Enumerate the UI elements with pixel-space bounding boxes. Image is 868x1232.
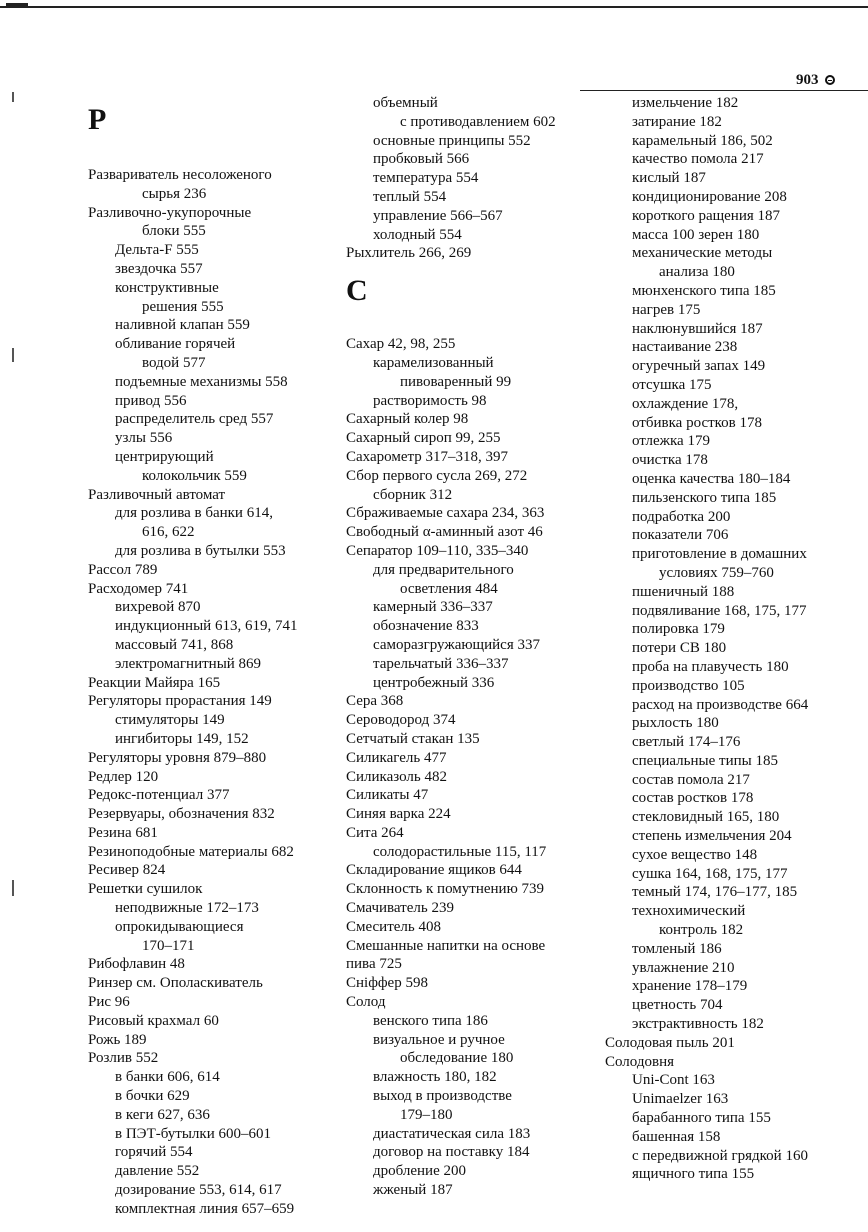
page-ornament-icon xyxy=(825,75,835,85)
index-entry: Сероводород 374 xyxy=(346,712,456,729)
index-subentry: приготовление в домашних xyxy=(632,546,807,563)
index-entry: Силикагель 477 xyxy=(346,749,447,766)
index-subentry: темный 174, 176–177, 185 xyxy=(632,884,798,901)
index-subentry: Unimaelzer 163 xyxy=(632,1091,729,1108)
index-subentry: отлежка 179 xyxy=(632,433,710,450)
index-subentry: сухое вещество 148 xyxy=(632,846,758,863)
index-subentry: центробежный 336 xyxy=(373,674,495,691)
index-subentry: визуальное и ручное xyxy=(373,1031,505,1048)
margin-mark xyxy=(12,880,14,896)
section-letter: Р xyxy=(88,103,107,136)
index-entry: Ринзер см. Ополаскиватель xyxy=(88,975,263,992)
index-subentry: потери СВ 180 xyxy=(632,640,727,657)
index-subentry: состав ростков 178 xyxy=(632,790,754,807)
index-entry: Развариватель несоложеного xyxy=(88,167,272,183)
index-entry: Разливочный автомат xyxy=(88,486,226,503)
index-subentry: стекловидный 165, 180 xyxy=(632,809,780,826)
index-subentry: состав помола 217 xyxy=(632,771,750,788)
index-continuation: 170–171 xyxy=(142,937,195,954)
page-number-text: 903 xyxy=(796,72,819,88)
index-subentry: показатели 706 xyxy=(632,527,729,544)
index-subentry: пильзенского типа 185 xyxy=(632,489,777,506)
index-subentry: узлы 556 xyxy=(115,430,173,447)
index-entry: Синяя варка 224 xyxy=(346,806,451,823)
index-subentry: в ПЭТ-бутылки 600–601 xyxy=(115,1125,271,1142)
index-subentry: привод 556 xyxy=(115,392,187,409)
index-entry: Рассол 789 xyxy=(88,561,158,578)
index-subentry: мюнхенского типа 185 xyxy=(632,282,776,299)
index-entry: Редлер 120 xyxy=(88,768,159,785)
index-subentry: венского типа 186 xyxy=(373,1012,488,1029)
index-continuation: осветления 484 xyxy=(400,580,498,597)
index-subentry: индукционный 613, 619, 741 xyxy=(115,618,298,635)
index-subentry: расход на производстве 664 xyxy=(632,696,809,713)
index-subentry: кондиционирование 208 xyxy=(632,188,787,205)
index-subentry: ящичного типа 155 xyxy=(632,1166,755,1183)
index-entry: Силиказоль 482 xyxy=(346,768,447,785)
index-entry: Резервуары, обозначения 832 xyxy=(88,806,275,823)
index-subentry: отбивка ростков 178 xyxy=(632,414,763,431)
index-entry: Рисовый крахмал 60 xyxy=(88,1012,219,1029)
index-subentry: горячий 554 xyxy=(115,1144,193,1161)
index-subentry: светлый 174–176 xyxy=(632,734,741,751)
index-entry: Солодовая пыль 201 xyxy=(605,1034,735,1051)
index-subentry: управление 566–567 xyxy=(373,207,503,224)
index-subentry: температура 554 xyxy=(373,170,479,187)
index-subentry: растворимость 98 xyxy=(373,392,487,409)
index-entry: Смачиватель 239 xyxy=(346,900,454,917)
index-subentry: оценка качества 180–184 xyxy=(632,470,791,487)
index-entry: Расходомер 741 xyxy=(88,580,189,597)
index-subentry: дробление 200 xyxy=(373,1163,466,1180)
index-subentry: выход в производстве xyxy=(373,1088,512,1105)
index-entry: Сбор первого сусла 269, 272 xyxy=(346,467,528,484)
index-continuation: с противодавлением 602 xyxy=(400,113,556,130)
index-entry: Розлив 552 xyxy=(88,1050,159,1067)
index-entry: Солод xyxy=(346,994,386,1011)
index-subentry: пробковый 566 xyxy=(373,151,470,168)
index-subentry: звездочка 557 xyxy=(115,260,203,277)
index-subentry: башенная 158 xyxy=(632,1128,721,1145)
index-subentry: подработка 200 xyxy=(632,508,731,525)
index-subentry: влажность 180, 182 xyxy=(373,1069,497,1086)
index-entry: Снiффер 598 xyxy=(346,975,428,992)
index-subentry: в кеги 627, 636 xyxy=(115,1106,210,1123)
index-subentry: кислый 187 xyxy=(632,170,706,187)
index-subentry: тарельчатый 336–337 xyxy=(373,655,509,672)
index-continuation: контроль 182 xyxy=(659,922,744,939)
index-entry: Регуляторы прорастания 149 xyxy=(88,693,272,710)
index-subentry: хранение 178–179 xyxy=(632,978,748,995)
index-entry: Резиноподобные материалы 682 xyxy=(88,843,294,860)
index-subentry: опрокидывающиеся xyxy=(115,918,244,935)
index-continuation: сырья 236 xyxy=(142,185,207,202)
index-subentry: наклюнувшийся 187 xyxy=(632,320,763,337)
index-subentry: саморазгружающийся 337 xyxy=(373,636,540,653)
index-entry: Редокс-потенциал 377 xyxy=(88,787,230,804)
index-subentry: неподвижные 172–173 xyxy=(115,900,259,917)
index-entry: Сахарный колер 98 xyxy=(346,411,469,428)
index-entry: Складирование ящиков 644 xyxy=(346,862,522,879)
header-rule xyxy=(580,90,868,91)
index-subentry: для розлива в бутылки 553 xyxy=(115,542,286,559)
index-subentry: солодорастильные 115, 117 xyxy=(373,843,547,860)
index-subentry: короткого ращения 187 xyxy=(632,207,781,224)
index-entry: Силикаты 47 xyxy=(346,787,429,804)
index-continuation: 179–180 xyxy=(400,1106,453,1123)
page-number xyxy=(796,72,835,89)
index-entry: Смешанные напитки на основе xyxy=(346,937,546,954)
index-column-2 xyxy=(346,94,598,1200)
index-entry: пива 725 xyxy=(346,956,402,973)
index-subentry: давление 552 xyxy=(115,1163,200,1180)
index-subentry: договор на поставку 184 xyxy=(373,1144,530,1161)
section-spacer xyxy=(88,148,338,166)
index-subentry: пшеничный 188 xyxy=(632,583,735,600)
index-continuation: колокольчик 559 xyxy=(142,467,247,484)
index-subentry: распределитель сред 557 xyxy=(115,411,274,428)
index-subentry: масса 100 зерен 180 xyxy=(632,226,760,243)
index-entry: Резина 681 xyxy=(88,824,158,841)
index-subentry: карамельный 186, 502 xyxy=(632,132,773,149)
index-subentry: механические методы xyxy=(632,245,773,262)
index-subentry: томленый 186 xyxy=(632,940,722,957)
index-subentry: специальные типы 185 xyxy=(632,752,778,769)
index-continuation: анализа 180 xyxy=(659,264,735,281)
index-entry: Регуляторы уровня 879–880 xyxy=(88,749,267,766)
index-subentry: жженый 187 xyxy=(373,1182,453,1199)
index-entry: Сита 264 xyxy=(346,824,404,841)
index-column-3 xyxy=(605,94,865,1184)
index-subentry: барабанного типа 155 xyxy=(632,1110,771,1127)
index-subentry: теплый 554 xyxy=(373,188,447,205)
index-continuation: пивоваренный 99 xyxy=(400,373,512,390)
index-subentry: подъемные механизмы 558 xyxy=(115,373,288,390)
index-entry: Рибофлавин 48 xyxy=(88,956,185,973)
index-subentry: измельчение 182 xyxy=(632,95,739,111)
index-continuation: решения 555 xyxy=(142,298,224,315)
index-subentry: обозначение 833 xyxy=(373,618,479,635)
index-entry: Сахар 42, 98, 255 xyxy=(346,336,456,353)
index-subentry: электромагнитный 869 xyxy=(115,655,262,672)
index-subentry: степень измельчения 204 xyxy=(632,828,792,845)
index-subentry: в банки 606, 614 xyxy=(115,1069,220,1086)
index-subentry: холодный 554 xyxy=(373,226,462,243)
index-subentry: сборник 312 xyxy=(373,486,453,503)
index-subentry: с передвижной грядкой 160 xyxy=(632,1147,808,1164)
index-subentry: производство 105 xyxy=(632,677,745,694)
index-entry: Сепаратор 109–110, 335–340 xyxy=(346,542,529,559)
index-entry: Решетки сушилок xyxy=(88,881,203,898)
index-column-1 xyxy=(88,94,338,1219)
index-subentry: Uni-Cont 163 xyxy=(632,1072,715,1089)
index-subentry: для розлива в банки 614, xyxy=(115,505,273,522)
index-subentry: отсушка 175 xyxy=(632,376,712,393)
index-subentry: камерный 336–337 xyxy=(373,599,493,616)
index-subentry: диастатическая сила 183 xyxy=(373,1125,531,1142)
index-entry: Сбраживаемые сахара 234, 363 xyxy=(346,505,545,522)
index-entry: Рожь 189 xyxy=(88,1031,147,1048)
index-subentry: технохимический xyxy=(632,903,746,920)
index-subentry: увлажнение 210 xyxy=(632,959,735,976)
index-subentry: обливание горячей xyxy=(115,336,236,353)
top-rule xyxy=(0,6,868,8)
index-subentry: дозирование 553, 614, 617 xyxy=(115,1182,282,1199)
index-subentry: объемный xyxy=(373,95,438,111)
index-subentry: основные принципы 552 xyxy=(373,132,531,149)
index-entry: Рыхлитель 266, 269 xyxy=(346,245,472,262)
index-subentry: в бочки 629 xyxy=(115,1088,190,1105)
index-subentry: сушка 164, 168, 175, 177 xyxy=(632,865,788,882)
index-continuation: блоки 555 xyxy=(142,223,206,240)
index-subentry: вихревой 870 xyxy=(115,599,201,616)
section-spacer xyxy=(346,317,598,335)
index-subentry: затирание 182 xyxy=(632,113,722,130)
margin-mark xyxy=(12,348,14,362)
index-subentry: карамелизованный xyxy=(373,354,494,371)
index-continuation: обследование 180 xyxy=(400,1050,514,1067)
index-subentry: настаивание 238 xyxy=(632,339,738,356)
section-letter: С xyxy=(346,274,368,308)
index-subentry: массовый 741, 868 xyxy=(115,636,234,653)
index-subentry: центрирующий xyxy=(115,448,214,465)
index-entry: Сера 368 xyxy=(346,693,404,710)
index-entry: Реакции Майяра 165 xyxy=(88,674,221,691)
index-subentry: полировка 179 xyxy=(632,621,725,638)
index-entry: Свободный α-аминный азот 46 xyxy=(346,524,543,541)
index-subentry: нагрев 175 xyxy=(632,301,701,318)
index-subentry: огуречный запах 149 xyxy=(632,358,766,375)
index-subentry: цветность 704 xyxy=(632,997,723,1014)
index-subentry: подвяливание 168, 175, 177 xyxy=(632,602,807,619)
top-tick xyxy=(6,3,28,7)
index-subentry: Дельта-F 555 xyxy=(115,242,199,259)
index-subentry: ингибиторы 149, 152 xyxy=(115,730,249,747)
index-subentry: наливной клапан 559 xyxy=(115,317,250,334)
index-subentry: экстрактивность 182 xyxy=(632,1016,764,1033)
index-entry: Сетчатый стакан 135 xyxy=(346,730,480,747)
index-subentry: очистка 178 xyxy=(632,452,708,469)
index-entry: Ресивер 824 xyxy=(88,862,166,879)
index-continuation: условиях 759–760 xyxy=(659,564,774,581)
index-entry: Сахарометр 317–318, 397 xyxy=(346,448,508,465)
index-subentry: рыхлость 180 xyxy=(632,715,719,732)
index-subentry: конструктивные xyxy=(115,279,219,296)
index-subentry: стимуляторы 149 xyxy=(115,712,225,729)
index-continuation: водой 577 xyxy=(142,354,206,371)
index-entry: Смеситель 408 xyxy=(346,918,442,935)
index-continuation: 616, 622 xyxy=(142,524,195,541)
index-subentry: качество помола 217 xyxy=(632,151,764,168)
index-subentry: для предварительного xyxy=(373,561,514,578)
index-subentry: охлаждение 178, xyxy=(632,395,739,412)
index-entry: Солодовня xyxy=(605,1053,675,1070)
index-subentry: комплектная линия 657–659 xyxy=(115,1200,295,1217)
margin-mark xyxy=(12,92,14,102)
index-subentry: проба на плавучесть 180 xyxy=(632,658,789,675)
index-entry: Сахарный сироп 99, 255 xyxy=(346,430,501,447)
index-entry: Разливочно-укупорочные xyxy=(88,204,252,221)
index-entry: Рис 96 xyxy=(88,994,130,1011)
index-entry: Склонность к помутнению 739 xyxy=(346,881,545,898)
